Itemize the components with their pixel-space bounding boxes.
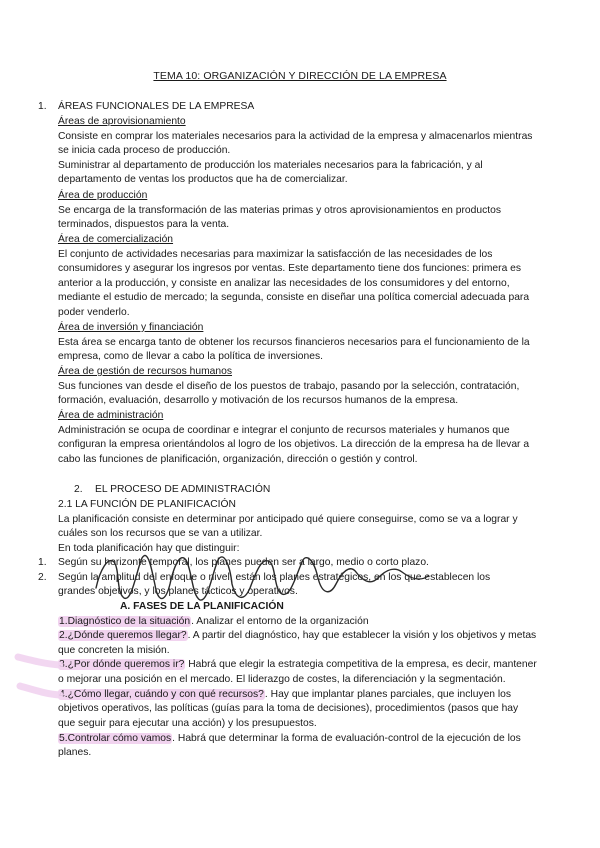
phase-line: o mejorar una posición en el mercado. El liderazgo de costes, la diferenciación y la segmentación. [58, 674, 506, 685]
paragraph-line: Esta área se encarga tanto de obtener los recursos financieros necesarios para el funcionamiento de la [58, 337, 530, 348]
document-title: TEMA 10: ORGANIZACIÓN Y DIRECCIÓN DE LA EMPRESA [153, 70, 447, 82]
subsection-heading: 2.1 LA FUNCIÓN DE PLANIFICACIÓN [58, 499, 236, 510]
paragraph-line: Sus funciones van desde el diseño de los puestos de trabajo, pasando por la selección, contratación, [58, 381, 520, 392]
area-heading: Áreas de aprovisionamiento [58, 116, 186, 127]
highlighter-stroke [18, 657, 60, 665]
highlighted-text: 5.Controlar cómo vamos [59, 733, 172, 744]
phase-line: 4.¿Cómo llegar, cuándo y con qué recursos?. Hay que implantar planes parciales, que incluyen los [59, 689, 512, 700]
highlighted-text: 2.¿Dónde queremos llegar? [59, 630, 187, 641]
area-heading: Área de gestión de recursos humanos [58, 366, 233, 377]
paragraph-line: Administración se ocupa de coordinar e integrar el conjunto de recursos materiales y humanos que [58, 425, 510, 436]
paragraph-line: cuáles son los recursos que se van a utilizar. [58, 528, 263, 539]
section-heading: EL PROCESO DE ADMINISTRACIÓN [95, 484, 271, 495]
area-heading: Área de comercialización [58, 234, 174, 245]
section-number: 2. [74, 484, 83, 495]
paragraph-line: configuran la empresa orientándolos al logro de los objetivos. La dirección de la empresa ha de llevar a [58, 439, 530, 450]
paragraph-line: consumidores y asegurar los ingresos por ventas. Este departamento tiene dos funciones: primera es [58, 263, 522, 274]
list-number: 2. [38, 572, 47, 583]
section-heading: ÁREAS FUNCIONALES DE LA EMPRESA [58, 101, 255, 112]
phases-heading: A. FASES DE LA PLANIFICACIÓN [120, 601, 284, 612]
paragraph-line: En toda planificación hay que distinguir: [58, 543, 240, 554]
paragraph-line: se inicia cada proceso de producción. [58, 145, 231, 156]
highlighted-text: 4.¿Cómo llegar, cuándo y con qué recursos? [59, 689, 264, 700]
list-number: 1. [38, 557, 47, 568]
area-heading: Área de inversión y financiación [58, 322, 204, 333]
phase-line: 2.¿Dónde queremos llegar?. A partir del diagnóstico, hay que establecer la visión y los objetivos y metas [59, 630, 537, 641]
paragraph-line: anterior a la producción, y consiste en analizar las necesidades de los consumidores y del entorno, [58, 278, 510, 289]
paragraph-line: terminados, dispuestos para la venta. [58, 219, 230, 230]
area-heading: Área de producción [58, 190, 148, 201]
phase-line: planes. [58, 747, 92, 758]
phase-line: 5.Controlar cómo vamos. Habrá que determinar la forma de evaluación-control de la ejecución de los [59, 733, 521, 744]
paragraph-line: formación, evaluación, desarrollo y motivación de los recursos humanos de la empresa. [58, 395, 459, 406]
paragraph-line: El conjunto de actividades necesarias para maximizar la satisfacción de las necesidades de los [58, 249, 493, 260]
paragraph-line: La planificación consiste en determinar por anticipado qué quiere conseguirse, como se va a lograr y [58, 514, 518, 525]
paragraph-line: mediante el estudio de mercado; la segunda, consiste en diseñar una política comercial adecuada para [58, 292, 530, 303]
phase-line: objetivos operativos, las políticas (guías para la toma de decisiones), procedimientos (pasos que hay [58, 703, 519, 714]
list-item: Según su horizonte temporal, los planes pueden ser a largo, medio o corto plazo. [58, 557, 429, 568]
highlighted-text: 3.¿Por dónde queremos ir? [59, 659, 185, 670]
paragraph-line: poder venderlo. [58, 307, 130, 318]
phase-line: que concreten la misión. [58, 645, 170, 656]
highlighted-text: 1.Diagnóstico de la situación [59, 616, 191, 627]
area-heading: Área de administración [58, 410, 164, 421]
phase-line: 3.¿Por dónde queremos ir? Habrá que elegir la estrategia competitiva de la empresa, es decir, mantener [59, 659, 537, 670]
paragraph-line: Se encarga de la transformación de las materias primas y otros aprovisionamientos en productos [58, 205, 501, 216]
phase-line: 1.Diagnóstico de la situación. Analizar el entorno de la organización [59, 616, 369, 627]
highlighter-stroke [20, 686, 60, 695]
section-number: 1. [38, 101, 47, 112]
paragraph-line: Consiste en comprar los materiales necesarios para la actividad de la empresa y almacenarlos mientras [58, 131, 533, 142]
paragraph-line: empresa, como de llevar a cabo la política de inversiones. [58, 351, 323, 362]
paragraph-line: departamento de ventas los productos que ha de comercializar. [58, 174, 348, 185]
paragraph-line: Suministrar al departamento de producción los materiales necesarios para la fabricación, y al [58, 160, 483, 171]
paragraph-line: cabo las funciones de planificación, organización, dirección o gestión y control. [58, 454, 418, 465]
list-item: Según la amplitud del enfoque o nivel, están los planes estratégicos, en los que establecen los [58, 572, 491, 583]
list-item: grandes objetivos, y los planes tácticos y operativos. [58, 586, 298, 597]
phase-line: que seguir para ejecutar una acción) y los presupuestos. [58, 718, 317, 729]
